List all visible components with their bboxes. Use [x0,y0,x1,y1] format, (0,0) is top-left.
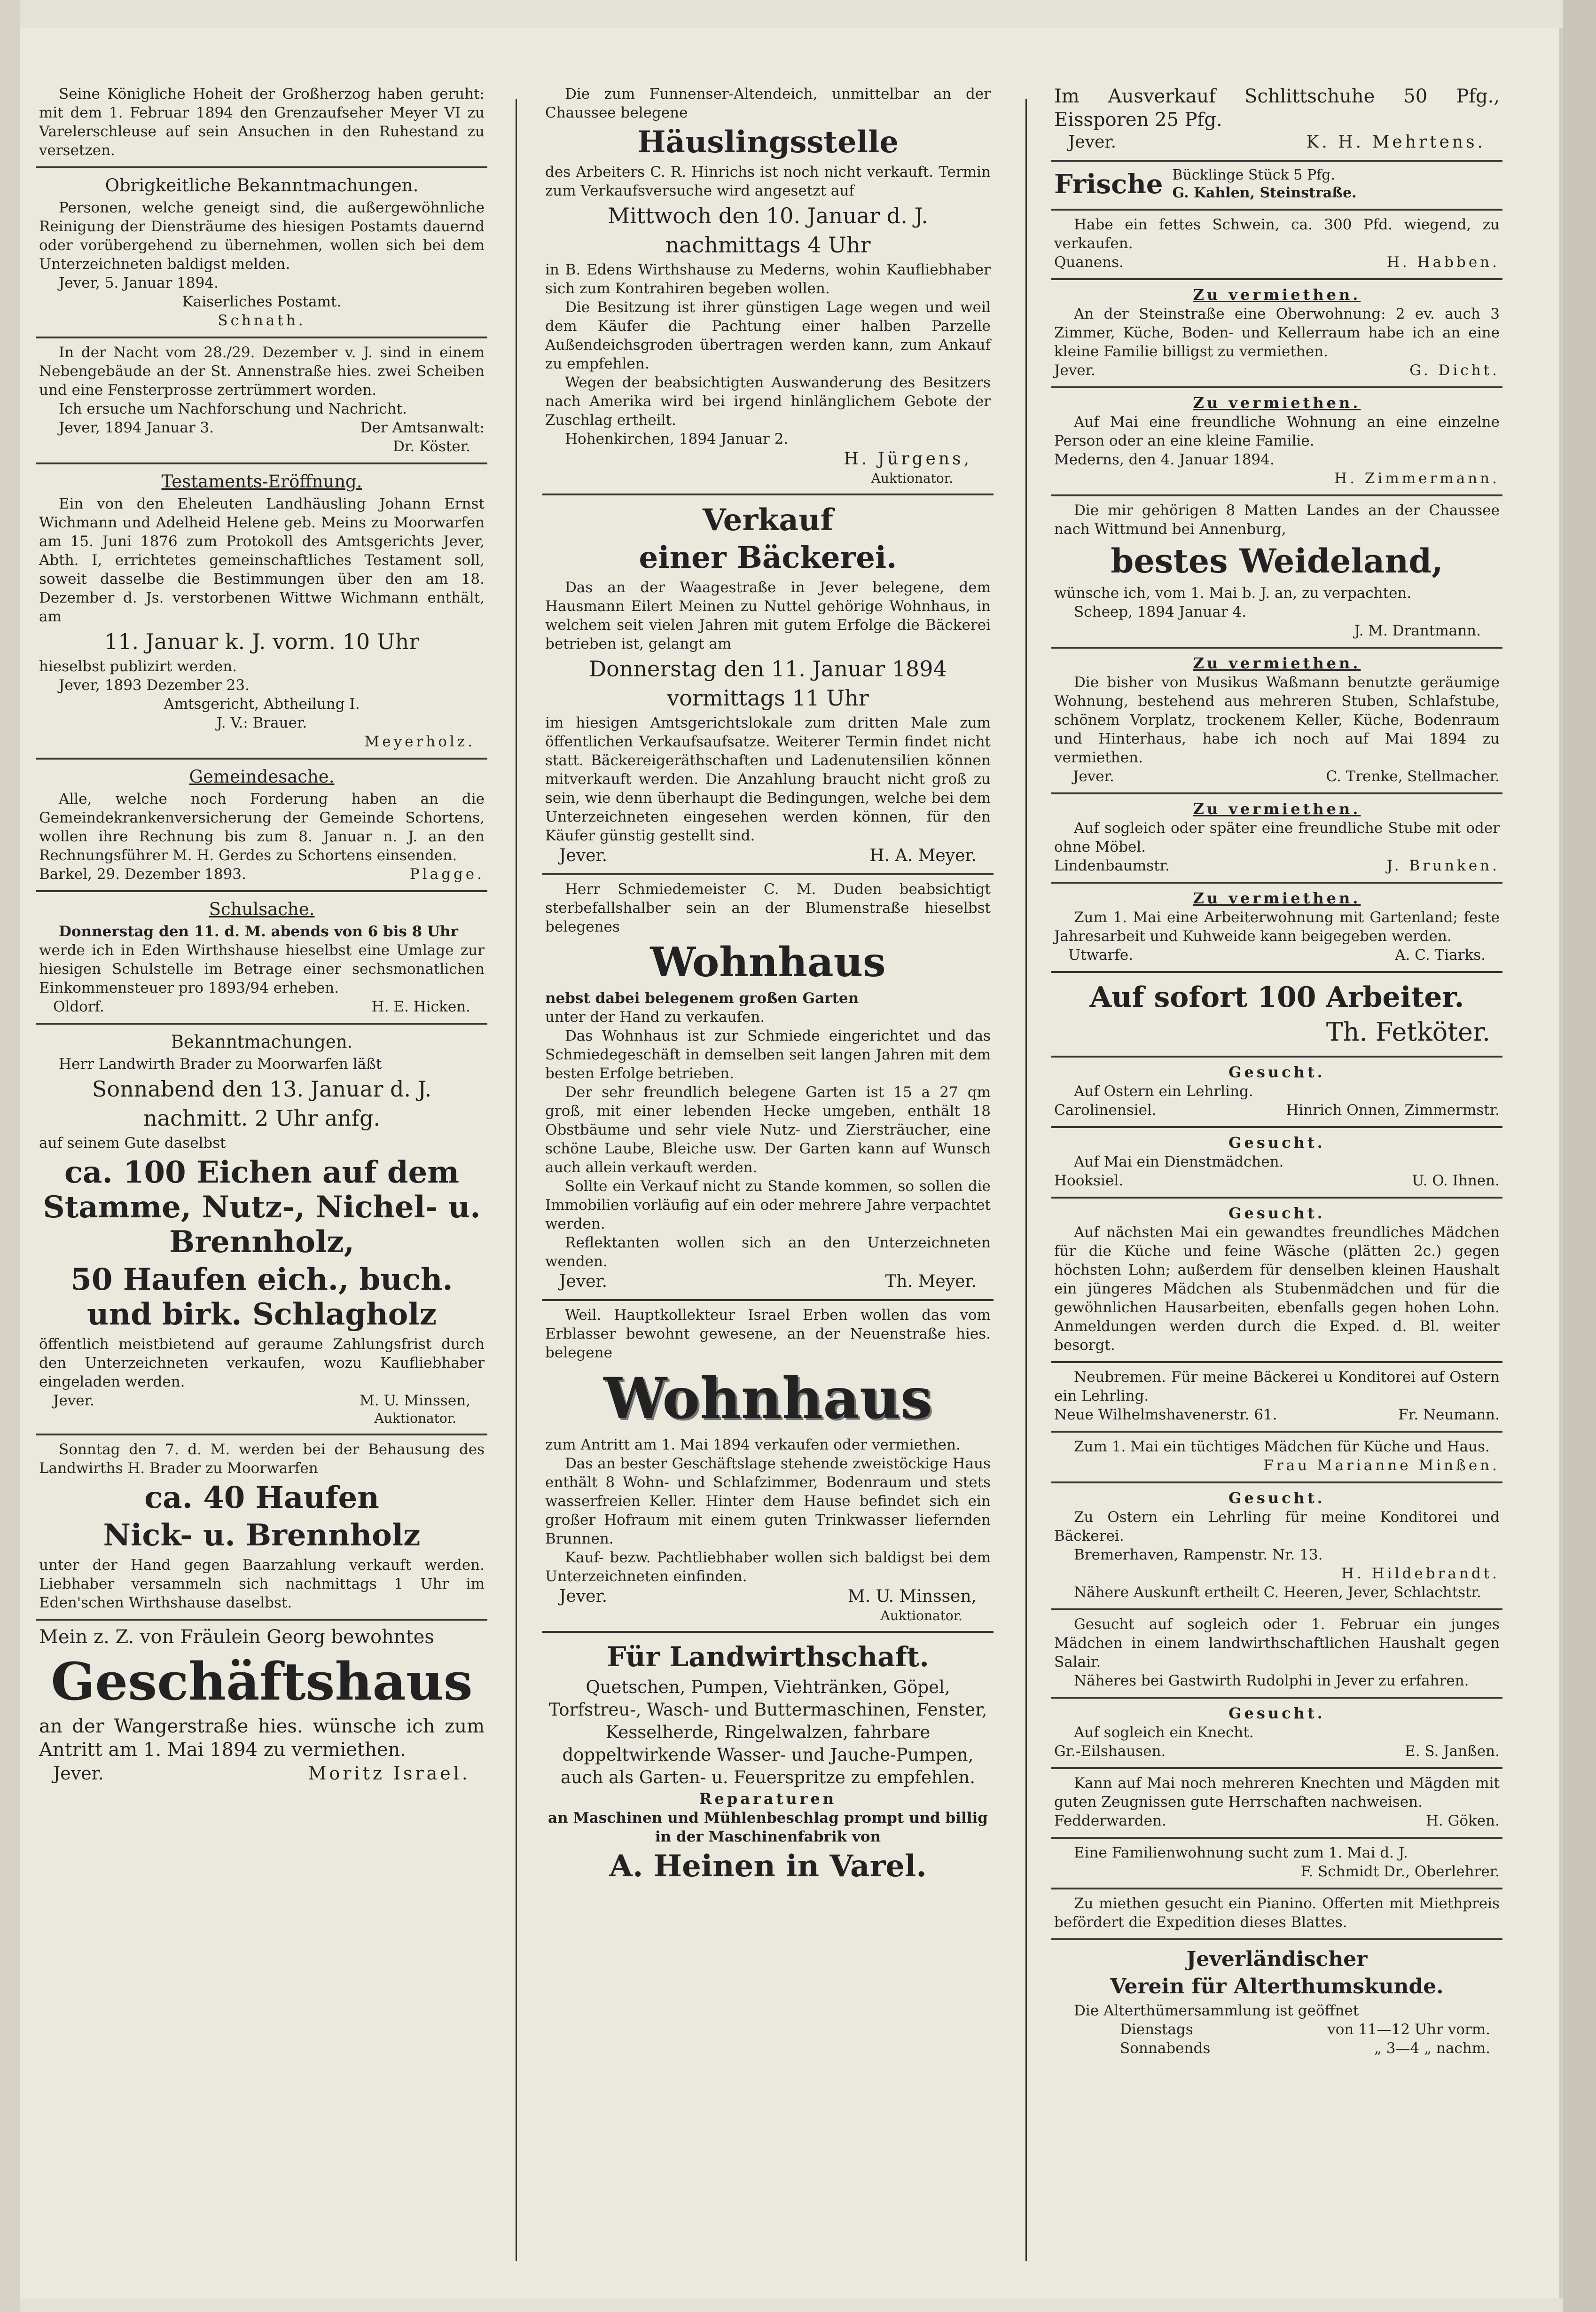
ad-place: Scheep, 1894 Januar 4. [1074,603,1247,620]
ad-signature: Der Amtsanwalt: [360,419,485,436]
ad-signature: H. Zimmermann. [1334,470,1500,487]
ad-text: Auf sogleich ein Knecht. [1074,1724,1254,1741]
ad-signature: Auktionator. [374,1411,456,1426]
ad-place: Jever. [1073,768,1114,785]
ad-title: Zu vermiethen. [1193,286,1361,304]
ad-place-row [1054,132,1500,153]
ad-place: Mederns, den 4. Januar 1894. [1054,451,1275,468]
ad-text: Seine Königliche Hoheit der Großherzog haben geruht: mit dem 1. Februar 1894 den Grenzaufseher Meyer VI zu Varelerschleuse auf sein Ansuchen in den Ruhestand zu versetzen. [39,86,485,159]
ad-text: auf seinem Gute daselbst [39,1135,226,1152]
ad-place-row [1054,361,1500,380]
ad-place: Jever. [53,1763,104,1784]
ad-text: Kann auf Mai noch mehreren Knechten und Mägden mit guten Zeugnissen gute Herrschaften nachweisen. [1054,1775,1500,1810]
ad-text: Gesucht auf sogleich oder 1. Februar ein junges Mädchen in einem landwirthschaftlichen Haushalt gegen Salair. [1054,1616,1500,1670]
ad-signature: Amtsgericht, Abtheilung I. [164,696,360,713]
ad-geschaeftshaus [36,1621,487,1792]
hours-day: Dienstags [1120,2021,1193,2038]
ad-headline: ca. 40 Haufen [144,1480,379,1515]
ad-text: öffentlich meistbietend auf geraume Zahlungsfrist durch den Unterzeichneten verkaufen, wozu Kaufliebhaber eingeladen werden. [39,1336,485,1390]
ad-text: Zum 1. Mai ein tüchtiges Mädchen für Küche und Haus. [1074,1438,1490,1455]
ad-place-row [1054,767,1500,786]
ad-place-row [1054,1405,1500,1424]
ad-title: Gesucht. [1228,1134,1325,1152]
ad-title: Gesucht. [1228,1489,1325,1507]
ad-headline: Frische [1054,169,1163,200]
ad-signature: Frau Marianne Minßen. [1263,1457,1500,1474]
ad-signature: Moritz Israel. [308,1763,470,1784]
ad-headline: Verein für Alterthumskunde. [1110,1975,1444,1999]
ad-place: Jever. [559,846,608,865]
ad-text: Ein von den Eheleuten Landhäusling Johann Ernst Wichmann und Adelheid Helene geb. Meins zu Moorwarfen am 15. Juni 1876 zum Protokoll des Amtsgerichts Jever, Abth. I, errichtetes gemeinschaftliches Testament soll, soweit dasselbe die Bestimmungen über den am 18. Dezember d. Js. verstorbenen Wittwe Wichmann enthält, am [39,495,485,625]
ad-weideland [1051,496,1502,649]
ad-gemeindesache [36,760,487,892]
ad-vermiethen-5 [1051,884,1502,973]
ad-signature: Auktionator. [880,1608,962,1623]
ad-date: Mittwoch den 10. Januar d. J. [608,203,928,228]
ad-headline: 50 Haufen eich., buch. und birk. Schlagholz [70,1262,453,1332]
ad-title: Zu vermiethen. [1193,800,1361,818]
ad-text: hieselbst publizirt werden. [39,658,237,675]
ad-text: unter der Hand gegen Baarzahlung verkauft werden. Liebhaber versammeln sich nachmittags 1 Uhr im Eden'schen Wirthshause daselbst. [39,1557,485,1611]
ad-neubremen [1051,1363,1502,1433]
ad-date: Donnerstag den 11. d. M. abends von 6 bis 8 Uhr [59,923,458,940]
ad-headline: Geschäftshaus [51,1651,473,1712]
ad-signature: G. Dicht. [1409,362,1500,379]
ad-title: Testaments-Eröffnung. [161,471,362,492]
ad-place: Barkel, 29. Dezember 1893. [39,866,246,883]
ad-time: vormittags 11 Uhr [667,685,869,711]
ad-signature: H. Hildebrandt. [1341,1565,1500,1582]
ad-title: Obrigkeitliche Bekanntmachungen. [105,175,419,196]
ad-vermiethen-3 [1051,649,1502,794]
ad-place-row [39,418,485,437]
ad-title: Bekanntmachungen. [171,1032,353,1052]
ad-text: Der sehr freundlich belegene Garten ist 15 a 27 qm groß, mit einer lebenden Hecke umgeben, enthält 18 Obstbäume und sehr viele Nutz- und Ziersträucher, eine schöne Laube, Bleiche usw. Der Garten kann auf Wunsch auch allein verkauft werden. [545,1084,991,1176]
ad-place: Jever, 1893 Dezember 23. [59,677,250,694]
ad-text: Eine Familienwohnung sucht zum 1. Mai d. J. [1074,1844,1408,1861]
ad-place-row [1054,1101,1500,1120]
ad-text: in B. Edens Wirthshause zu Mederns, wohin Kaufliebhaber sich zum Kontrahiren begeben wollen. [545,261,991,297]
hours-row [1054,2020,1500,2039]
ad-place-row [1054,946,1500,964]
ad-title: Zu vermiethen. [1193,654,1361,672]
ad-title: Gemeindesache. [189,767,335,787]
ad-headline: einer Bäckerei. [639,540,897,575]
hours-time: von 11—12 Uhr vorm. [1327,2021,1490,2038]
ad-row [1054,166,1500,202]
ad-gesucht-1 [1051,1058,1502,1128]
ad-signature: K. H. Mehrtens. [1306,133,1486,152]
ad-title: Gesucht. [1228,1063,1325,1081]
ad-text: Das an der Waagestraße in Jever belegene, dem Hausmann Eilert Meinen zu Nuttel gehörige Wohnhaus, in welchem seit vielen Jahren mit gutem Erfolge die Bäckerei betrieben ist, gelangt am [545,579,991,652]
ad-haeuslingsstelle [542,80,994,495]
ad-title: Schulsache. [209,899,315,919]
ad-wohnhaus-israel [542,1301,994,1633]
ad-title: Zu vermiethen. [1193,394,1361,412]
ad-place-row [39,1762,485,1785]
ad-gesucht-6 [1051,1699,1502,1769]
ad-text: Auf Mai eine freundliche Wohnung an eine einzelne Person oder an eine kleine Familie. [1054,414,1500,449]
ad-vermiethen-2 [1051,388,1502,496]
ad-place-row [39,1391,485,1410]
ad-signature: F. Schmidt Dr., Oberlehrer. [1300,1863,1500,1880]
ad-title: Gesucht. [1228,1704,1325,1722]
ad-signature: Meyerholz. [364,733,475,750]
ad-headline: Verkauf [702,502,834,538]
ad-place: Bremerhaven, Rampenstr. Nr. 13. [1074,1546,1323,1563]
ad-place-row [1054,1811,1500,1830]
ad-body [1173,166,1357,202]
column-3 [1051,80,1502,2289]
ad-text: Neubremen. Für meine Bäckerei u Konditorei auf Ostern ein Lehrling. [1054,1369,1500,1404]
ad-place: Carolinensiel. [1054,1102,1157,1119]
ad-headline: bestes Weideland, [1111,541,1443,580]
ad-signature: M. U. Minssen, [847,1587,977,1606]
ad-familienwohnung [1051,1839,1502,1889]
ad-holzverkauf [36,1025,487,1435]
ad-pianino [1051,1889,1502,1940]
ad-place-row [1054,856,1500,875]
ad-signature: Kaiserliches Postamt. [182,293,342,310]
ad-knechte [1051,1769,1502,1839]
ad-signature: Th. Meyer. [885,1272,977,1291]
ad-amtsanwalt [36,338,487,464]
ad-signature: Auktionator. [871,470,953,486]
ad-title: Zu vermiethen. [1193,889,1361,907]
ad-text: nebst dabei belegenem großen Garten [545,990,859,1007]
ad-signature: E. S. Janßen. [1405,1743,1500,1760]
ad-place: Lindenbaumstr. [1054,857,1170,874]
ad-text: Sonntag den 7. d. M. werden bei der Behausung des Landwirths H. Brader zu Moorwarfen [39,1441,485,1477]
ad-place: Jever. [559,1272,608,1291]
ad-schulsache [36,892,487,1025]
ad-headline: Jeverländischer [1186,1947,1368,1971]
ad-text: des Arbeiters C. R. Hinrichs ist noch nicht verkauft. Termin zum Verkaufsversuche wird angesetzt auf [545,164,991,199]
ad-text: Herr Landwirth Brader zu Moorwarfen läßt [59,1056,382,1073]
ad-date: Sonnabend den 13. Januar d. J. [92,1076,432,1102]
ad-place: Neue Wilhelmshavenerstr. 61. [1054,1406,1277,1423]
ad-title: Gesucht. [1228,1204,1325,1222]
ad-place: Oldorf. [53,998,104,1015]
ad-text: Näheres bei Gastwirth Rudolphi in Jever zu erfahren. [1074,1672,1469,1689]
ad-vermiethen-1 [1051,280,1502,388]
ad-date: Donnerstag den 11. Januar 1894 [589,656,947,682]
ad-text: Sollte ein Verkauf nicht zu Stande kommen, so sollen die Immobilien vorläufig auf ein oder mehrere Jahre verpachtet werden. [545,1178,991,1232]
hours-time: „ 3—4 „ nachm. [1374,2040,1490,2057]
newspaper-page [20,28,1563,2298]
ad-text: Die bisher von Musikus Waßmann benutzte geräumige Wohnung, bestehend aus mehreren Stuben, Schlafstube, schönem Vorplatz, trockenem Keller, Küche, Bodenraum und Hinterhaus, habe ich noch auf Mai 1894 zu vermiethen. [1054,674,1500,766]
ad-place: Jever, 5. Januar 1894. [59,274,219,291]
ad-signature: C. Trenke, Stellmacher. [1326,768,1500,785]
ad-maedchen [1051,1433,1502,1483]
ad-signature: H. Jürgens, [844,449,972,469]
ad-testament [36,464,487,760]
ad-text: zum Antritt am 1. Mai 1894 verkaufen oder vermiethen. [545,1436,961,1453]
ad-place: Hohenkirchen, 1894 Januar 2. [565,431,789,447]
ad-arbeiter [1051,973,1502,1058]
ad-headline: Für Landwirthschaft. [607,1641,929,1673]
ad-signature: J. Brunken. [1386,857,1500,874]
column-2 [542,80,994,2289]
hours-day: Sonnabends [1120,2040,1211,2057]
ad-time: nachmitt. 2 Uhr anfg. [143,1105,381,1131]
ad-place-row [1054,253,1500,272]
ad-text: werde ich in Eden Wirthshause hieselbst eine Umlage zur hiesigen Schulstelle im Betrage einer sechsmonatlichen Einkommensteuer pro 1893/94 erheben. [39,942,485,996]
ad-text: Die Besitzung ist ihrer günstigen Lage wegen und weil dem Käufer die Pachtung einer halben Parzelle Außendeichsgroden übertragen werden kann, zum Ankauf zu empfehlen. [545,299,991,372]
ad-place-row [1054,1171,1500,1190]
ad-place-row [545,1271,991,1293]
ad-place: Quanens. [1054,254,1124,271]
ad-text: Personen, welche geneigt sind, die außergewöhnliche Reinigung der Diensträume des hiesigen Postamts dauernd oder vorübergehend zu übernehmen, wollen sich bei dem Unterzeichneten baldigst melden. [39,199,485,273]
ad-place: Utwarfe. [1068,947,1134,964]
hours-row [1054,2039,1500,2058]
ad-schwein [1051,211,1502,280]
ad-place: Gr.-Eilshausen. [1054,1743,1166,1760]
ad-text: Die mir gehörigen 8 Matten Landes an der Chaussee nach Wittmund bei Annenburg, [1054,502,1500,538]
ad-text: Kauf- bezw. Pachtliebhaber wollen sich baldigst bei dem Unterzeichneten einfinden. [545,1549,991,1585]
ad-text: Das an bester Geschäftslage stehende zweistöckige Haus enthält 8 Wohn- und Schlafzimmer, Bodenraum und stets wasserfreien Keller. Hinter dem Hause befindet sich ein großer Hofraum mit einem guten Trinkwasser liefernden Brunnen. [545,1455,991,1547]
ad-text: Auf nächsten Mai ein gewandtes freundliches Mädchen für die Küche und feine Wäsche (plätten 2c.) gegen höchsten Lohn; außerdem für denselben kleinen Haushalt ein jüngeres Mädchen als Stubenmädchen und für die gewöhnlichen Hausarbeiten, ebenfalls gegen hohen Lohn. Anmeldungen werden durch die Exped. d. Bl. weiter besorgt. [1054,1224,1500,1354]
page-gutter [0,0,20,2312]
ad-text: unter der Hand zu verkaufen. [545,1009,765,1026]
ad-signature: Hinrich Onnen, Zimmermstr. [1286,1102,1500,1119]
ad-text: wünsche ich, vom 1. Mai b. J. an, zu verpachten. [1054,585,1412,602]
ad-signature: H. A. Meyer. [869,846,977,865]
ad-headline: Häuslingsstelle [637,125,899,160]
ad-headline: ca. 100 Eichen auf dem Stamme, Nutz-, Nichel- u. Brennholz, [43,1155,481,1260]
ad-signature: M. U. Minssen, [359,1392,470,1409]
ad-text: an der Wangerstraße hies. wünsche ich zum Antritt am 1. Mai 1894 zu vermiethen. [39,1716,485,1761]
page-edge [1563,0,1596,2312]
ad-place: Hooksiel. [1054,1172,1124,1189]
ad-text: Zum 1. Mai eine Arbeiterwohnung mit Gartenland; feste Jahresarbeit und Kuhweide kann beigegeben werden. [1054,909,1500,945]
ad-text: Ich ersuche um Nachforschung und Nachricht. [59,400,407,417]
ad-headline: Nick- u. Brennholz [103,1518,421,1553]
ad-text: Zu miethen gesucht ein Pianino. Offerten mit Miethpreis befördert die Expedition dieses Blattes. [1054,1895,1500,1931]
ad-signature: H. E. Hicken. [371,998,470,1015]
ad-text: Zu Ostern ein Lehrling für meine Konditorei und Bäckerei. [1054,1509,1500,1544]
ad-signature: H. Habben. [1386,254,1500,271]
ad-headline: Auf sofort 100 Arbeiter. [1089,981,1464,1014]
ad-text: Auf Mai ein Dienstmädchen. [1074,1153,1284,1170]
ad-place-row [39,997,485,1016]
ad-signature: H. Göken. [1425,1812,1500,1829]
ad-text: Reflektanten wollen sich an den Unterzeichneten wenden. [545,1234,991,1270]
ad-text: an Maschinen und Mühlenbeschlag prompt und billig in der Maschinenfabrik von [548,1810,988,1845]
ad-landwirthschaft [542,1633,994,1893]
ad-text: Quetschen, Pumpen, Viehtränken, Göpel, Torfstreu-, Wasch- und Buttermaschinen, Fenster, Kesselherde, Ringelwalzen, fahrbare doppeltwirkende Wasser- und Jauche-Pumpen, auch als Garten- u. Feuerspritze zu empfehlen. [548,1677,987,1787]
ad-text: Die zum Funnenser-Altendeich, unmittelbar an der Chaussee belegene [545,86,991,121]
ad-place: Jever. [1054,362,1095,379]
ad-signature: G. Kahlen, Steinstraße. [1172,185,1357,201]
ad-postamt [36,168,487,338]
ad-text: Das Wohnhaus ist zur Schmiede eingerichtet und das Schmiedegeschäft in demselben seit langen Jahren mit dem besten Erfolge betrieben. [545,1027,991,1082]
ad-time: nachmittags 4 Uhr [665,232,871,258]
ad-vermiethen-4 [1051,794,1502,884]
ad-signature: A. C. Tiarks. [1395,947,1486,964]
ad-text: Weil. Hauptkollekteur Israel Erben wollen das vom Erblasser bewohnt gewesene, an der Neuenstraße hies. belegene [545,1307,991,1361]
ad-subtitle: Reparaturen [699,1790,837,1808]
ad-headline: Wohnhaus [650,939,886,986]
ad-signature: Fr. Neumann. [1398,1406,1500,1423]
ad-text: In der Nacht vom 28./29. Dezember v. J. sind in einem Nebengebäude an der St. Annenstraße hies. zwei Scheiben und eine Fensterprosse zertrümmert worden. [39,344,485,399]
ad-wohnhaus-duden [542,875,994,1301]
ad-place: Jever, 1894 Januar 3. [59,419,214,436]
ad-text: Nähere Auskunft ertheilt C. Heeren, Jever, Schlachtstr. [1074,1584,1481,1601]
ad-text: Alle, welche noch Forderung haben an die Gemeindekrankenversicherung der Gemeinde Schortens, wollen ihre Rechnung bis zum 8. Januar n. J. an den Rechnungsführer M. H. Gerdes zu Schortens einsenden. [39,791,485,864]
ad-date: 11. Januar k. J. vorm. 10 Uhr [104,629,420,654]
ad-headline: Wohnhaus [603,1365,932,1432]
ad-text: An der Steinstraße eine Oberwohnung: 2 ev. auch 3 Zimmer, Küche, Boden- und Kellerraum habe ich an eine kleine Familie billigst zu vermiethen. [1054,306,1500,360]
ad-place: Jever. [53,1392,94,1409]
ad-schlittschuhe [1051,80,1502,162]
ad-text: Herr Schmiedemeister C. M. Duden beabsichtigt sterbefallshalber sein an der Blumenstraße hieselbst belegenes [545,881,991,935]
ad-place-row [545,1586,991,1607]
ad-text: Bücklinge Stück 5 Pfg. [1172,167,1335,183]
ad-text: Wegen der beabsichtigten Auswanderung des Besitzers nach Amerika wird bei irgend hinlänglichem Gebote der Zuschlag ertheilt. [545,374,991,429]
ad-gesucht-3 [1051,1199,1502,1363]
ad-signature: Th. Fetköter. [1326,1017,1490,1047]
ad-place-row [1054,1742,1500,1761]
ad-place: Fedderwarden. [1054,1812,1166,1829]
ad-text: Mein z. Z. von Fräulein Georg bewohntes [39,1626,434,1648]
ad-text: im hiesigen Amtsgerichtslokale zum dritten Male zum öffentlichen Verkaufsaufsatze. Weiterer Termin findet nicht statt. Bäckereigeräthschaften und Ladenutensilien können mitverkauft werden. Die Anzahlung braucht nicht groß zu sein, wie denn überhaupt die Bedingungen, welche bei dem Unterzeichneten eingesehen werden können, für den Käufer günstig gestellt sind. [545,714,991,844]
ad-text: Im Ausverkauf Schlittschuhe 50 Pfg., Eissporen 25 Pfg. [1054,86,1500,131]
column-1 [36,80,487,2289]
ad-baeckerei [542,495,994,875]
ad-text: Auf sogleich oder später eine freundliche Stube mit oder ohne Möbel. [1054,820,1500,855]
ad-text: Auf Ostern ein Lehrling. [1074,1083,1253,1100]
ad-headline: A. Heinen in Varel. [609,1849,927,1884]
ad-signature: Plagge. [409,866,485,883]
ad-gesucht-4 [1051,1483,1502,1610]
ad-signature: U. O. Ihnen. [1412,1172,1500,1189]
ad-grenzaufseher [36,80,487,168]
column-rule [516,99,517,2261]
ad-place-row [545,845,991,867]
ad-brennholz [36,1435,487,1621]
ad-signature: J. V.: Brauer. [216,714,307,731]
ad-text: Habe ein fettes Schwein, ca. 300 Pfd. wiegend, zu verkaufen. [1054,216,1500,252]
column-rule [1025,99,1027,2261]
ad-buecklinge [1051,162,1502,211]
ad-text: Die Alterthümersammlung ist geöffnet [1074,2002,1359,2019]
ad-place-row [39,865,485,884]
ad-gesucht-5 [1051,1610,1502,1699]
ad-place: Jever. [1068,133,1117,152]
ad-gesucht-2 [1051,1128,1502,1199]
ad-signature: Schnath. [218,312,306,329]
ad-signature: J. M. Drantmann. [1354,622,1481,639]
ad-place: Jever. [559,1587,608,1606]
ad-alterthumskunde [1051,1940,1502,2064]
ad-signature: Dr. Köster. [393,438,470,455]
